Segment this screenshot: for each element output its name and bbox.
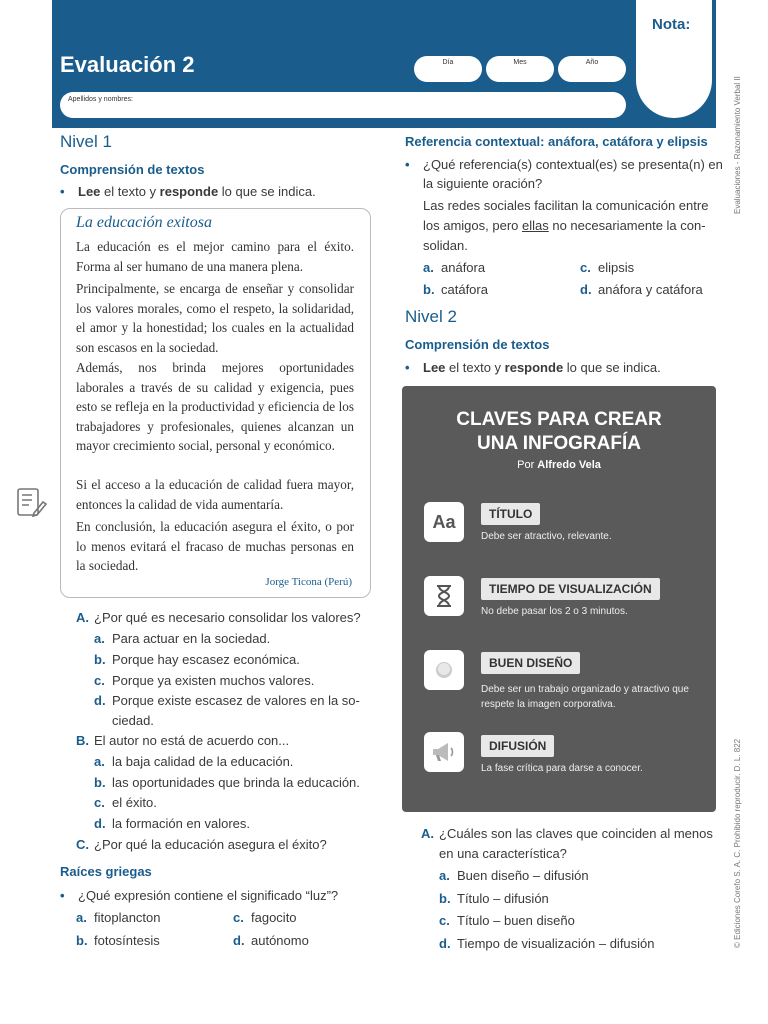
option-b[interactable]: b. catáfora bbox=[423, 282, 488, 297]
reading-paragraph: Además, nos brinda mejores oportunidades laborales a través de su calidad y exigencia, pues esto se refleja en la productividad y eficiencia de los trabajadores y profesionales, quienes alcanzan un mayor crecimiento social, personal y económico. bbox=[76, 360, 354, 453]
option-b[interactable]: b. Título – difusión bbox=[439, 891, 549, 906]
infographic-item-label: TÍTULO bbox=[481, 503, 540, 525]
question-a: A. ¿Por qué es necesario consolidar los valores? bbox=[76, 610, 361, 625]
infographic-item-desc: No debe pasar los 2 o 3 minutos. bbox=[481, 606, 628, 617]
infographic-item-label: TIEMPO DE VISUALIZACIÓN bbox=[481, 578, 660, 600]
infographic-author: Por Alfredo Vela bbox=[517, 459, 601, 471]
option-c[interactable]: c. fagocito bbox=[233, 910, 297, 925]
option-a[interactable]: a. fitoplancton bbox=[76, 910, 161, 925]
option-d[interactable]: d. autónomo bbox=[233, 933, 309, 948]
reading-comprehension-heading: Comprensión de textos bbox=[60, 162, 205, 177]
year-field[interactable]: Año bbox=[558, 56, 626, 82]
day-field[interactable]: Día bbox=[414, 56, 482, 82]
megaphone-icon bbox=[424, 732, 464, 772]
greek-roots-question: • ¿Qué expresión contiene el significado “luz”? bbox=[60, 888, 339, 903]
option-a[interactable]: a. la baja calidad de la educación. bbox=[94, 754, 294, 769]
question-c: C. ¿Por qué la educación asegura el éxito? bbox=[76, 837, 327, 852]
instruction-line: • Lee el texto y responde lo que se indica. bbox=[60, 184, 316, 199]
option-b[interactable]: b. las oportunidades que brinda la educación. bbox=[94, 775, 360, 790]
reference-sentence: Las redes sociales facilitan la comunicación entre bbox=[423, 198, 709, 213]
reading-paragraph: Principalmente, se encarga de enseñar y consolidar los valores morales, como el respeto, la solidaridad, el amor y la honestidad; los cuales en la actualidad son escasos en la sociedad. bbox=[76, 281, 354, 355]
reading-paragraph: En conclusión, la educación asegura el éxito, o por lo menos evitará el fracaso de muchas personas en la sociedad. bbox=[76, 519, 354, 573]
names-field[interactable]: Apellidos y nombres: bbox=[60, 92, 626, 118]
option-d[interactable]: d. Tiempo de visualización – difusión bbox=[439, 936, 655, 951]
grade-label: Nota: bbox=[652, 16, 691, 33]
infographic-title: CLAVES PARA CREAR UNA INFOGRAFÍA bbox=[456, 409, 662, 454]
option-c[interactable]: c. el éxito. bbox=[94, 795, 157, 810]
context-reference-heading: Referencia contextual: anáfora, catáfora y elipsis bbox=[405, 134, 708, 149]
reference-question-continued: la siguiente oración? bbox=[423, 176, 543, 191]
button-icon bbox=[424, 650, 464, 690]
level-2-heading: Nivel 2 bbox=[405, 307, 457, 326]
option-a[interactable]: a. anáfora bbox=[423, 260, 486, 275]
option-b[interactable]: b. Porque hay escasez económica. bbox=[94, 652, 300, 667]
question-a: A. ¿Cuáles son las claves que coinciden al menos bbox=[421, 826, 713, 841]
option-b[interactable]: b. fotosíntesis bbox=[76, 933, 160, 948]
question-b: B. El autor no está de acuerdo con... bbox=[76, 733, 290, 748]
reading-paragraph: La educación es el mejor camino para el éxito. Forma al ser humano de una manera plena. bbox=[76, 239, 354, 274]
month-field[interactable]: Mes bbox=[486, 56, 554, 82]
reference-question: • ¿Qué referencia(s) contextual(es) se presenta(n) en bbox=[405, 157, 723, 172]
page-title: Evaluación 2 bbox=[60, 52, 195, 77]
option-d[interactable]: d. la formación en valores. bbox=[94, 816, 251, 831]
instruction-line: • Lee el texto y responde lo que se indica. bbox=[405, 360, 661, 375]
reference-sentence: los amigos, pero ellas no necesariamente la con- bbox=[423, 218, 706, 233]
reading-author: Jorge Ticona (Perú) bbox=[265, 576, 352, 588]
option-c[interactable]: c. elipsis bbox=[580, 260, 635, 275]
greek-roots-heading: Raíces griegas bbox=[60, 864, 152, 879]
reading-paragraph: Si el acceso a la educación de calidad fuera mayor, entonces la calidad de vida aumentaría. bbox=[76, 477, 354, 512]
infographic-item-label: DIFUSIÓN bbox=[481, 735, 554, 757]
text-aa-icon: Aa bbox=[424, 502, 464, 542]
option-d-continued: ciedad. bbox=[112, 713, 154, 728]
question-a-continued: en una característica? bbox=[439, 846, 567, 861]
edit-checklist-icon bbox=[14, 486, 48, 520]
infographic-item-desc: Debe ser atractivo, relevante. bbox=[481, 531, 612, 542]
option-a[interactable]: a. Para actuar en la sociedad. bbox=[94, 631, 271, 646]
side-series-text: Evaluaciones - Razonamiento Verbal II bbox=[733, 76, 742, 214]
infographic-item-desc: Debe ser un trabajo organizado y atractivo que respete la imagen corporativa. bbox=[481, 684, 689, 710]
hourglass-icon bbox=[424, 576, 464, 616]
copyright-text: © Ediciones Corefo S. A. C. Prohibido reproducir. D. L. 822 bbox=[733, 738, 742, 948]
infographic-item-label: BUEN DISEÑO bbox=[481, 652, 580, 674]
reference-sentence: solidan. bbox=[423, 238, 468, 253]
option-d[interactable]: d. anáfora y catáfora bbox=[580, 282, 703, 297]
option-c[interactable]: c. Porque ya existen muchos valores. bbox=[94, 673, 315, 688]
option-a[interactable]: a. Buen diseño – difusión bbox=[439, 868, 589, 883]
infographic-item-desc: La fase crítica para darse a conocer. bbox=[481, 763, 643, 774]
reading-title: La educación exitosa bbox=[76, 214, 212, 231]
option-d[interactable]: d. Porque existe escasez de valores en la so- bbox=[94, 693, 360, 708]
level-1-heading: Nivel 1 bbox=[60, 132, 112, 151]
option-c[interactable]: c. Título – buen diseño bbox=[439, 913, 575, 928]
reading-comprehension-heading: Comprensión de textos bbox=[405, 337, 550, 352]
